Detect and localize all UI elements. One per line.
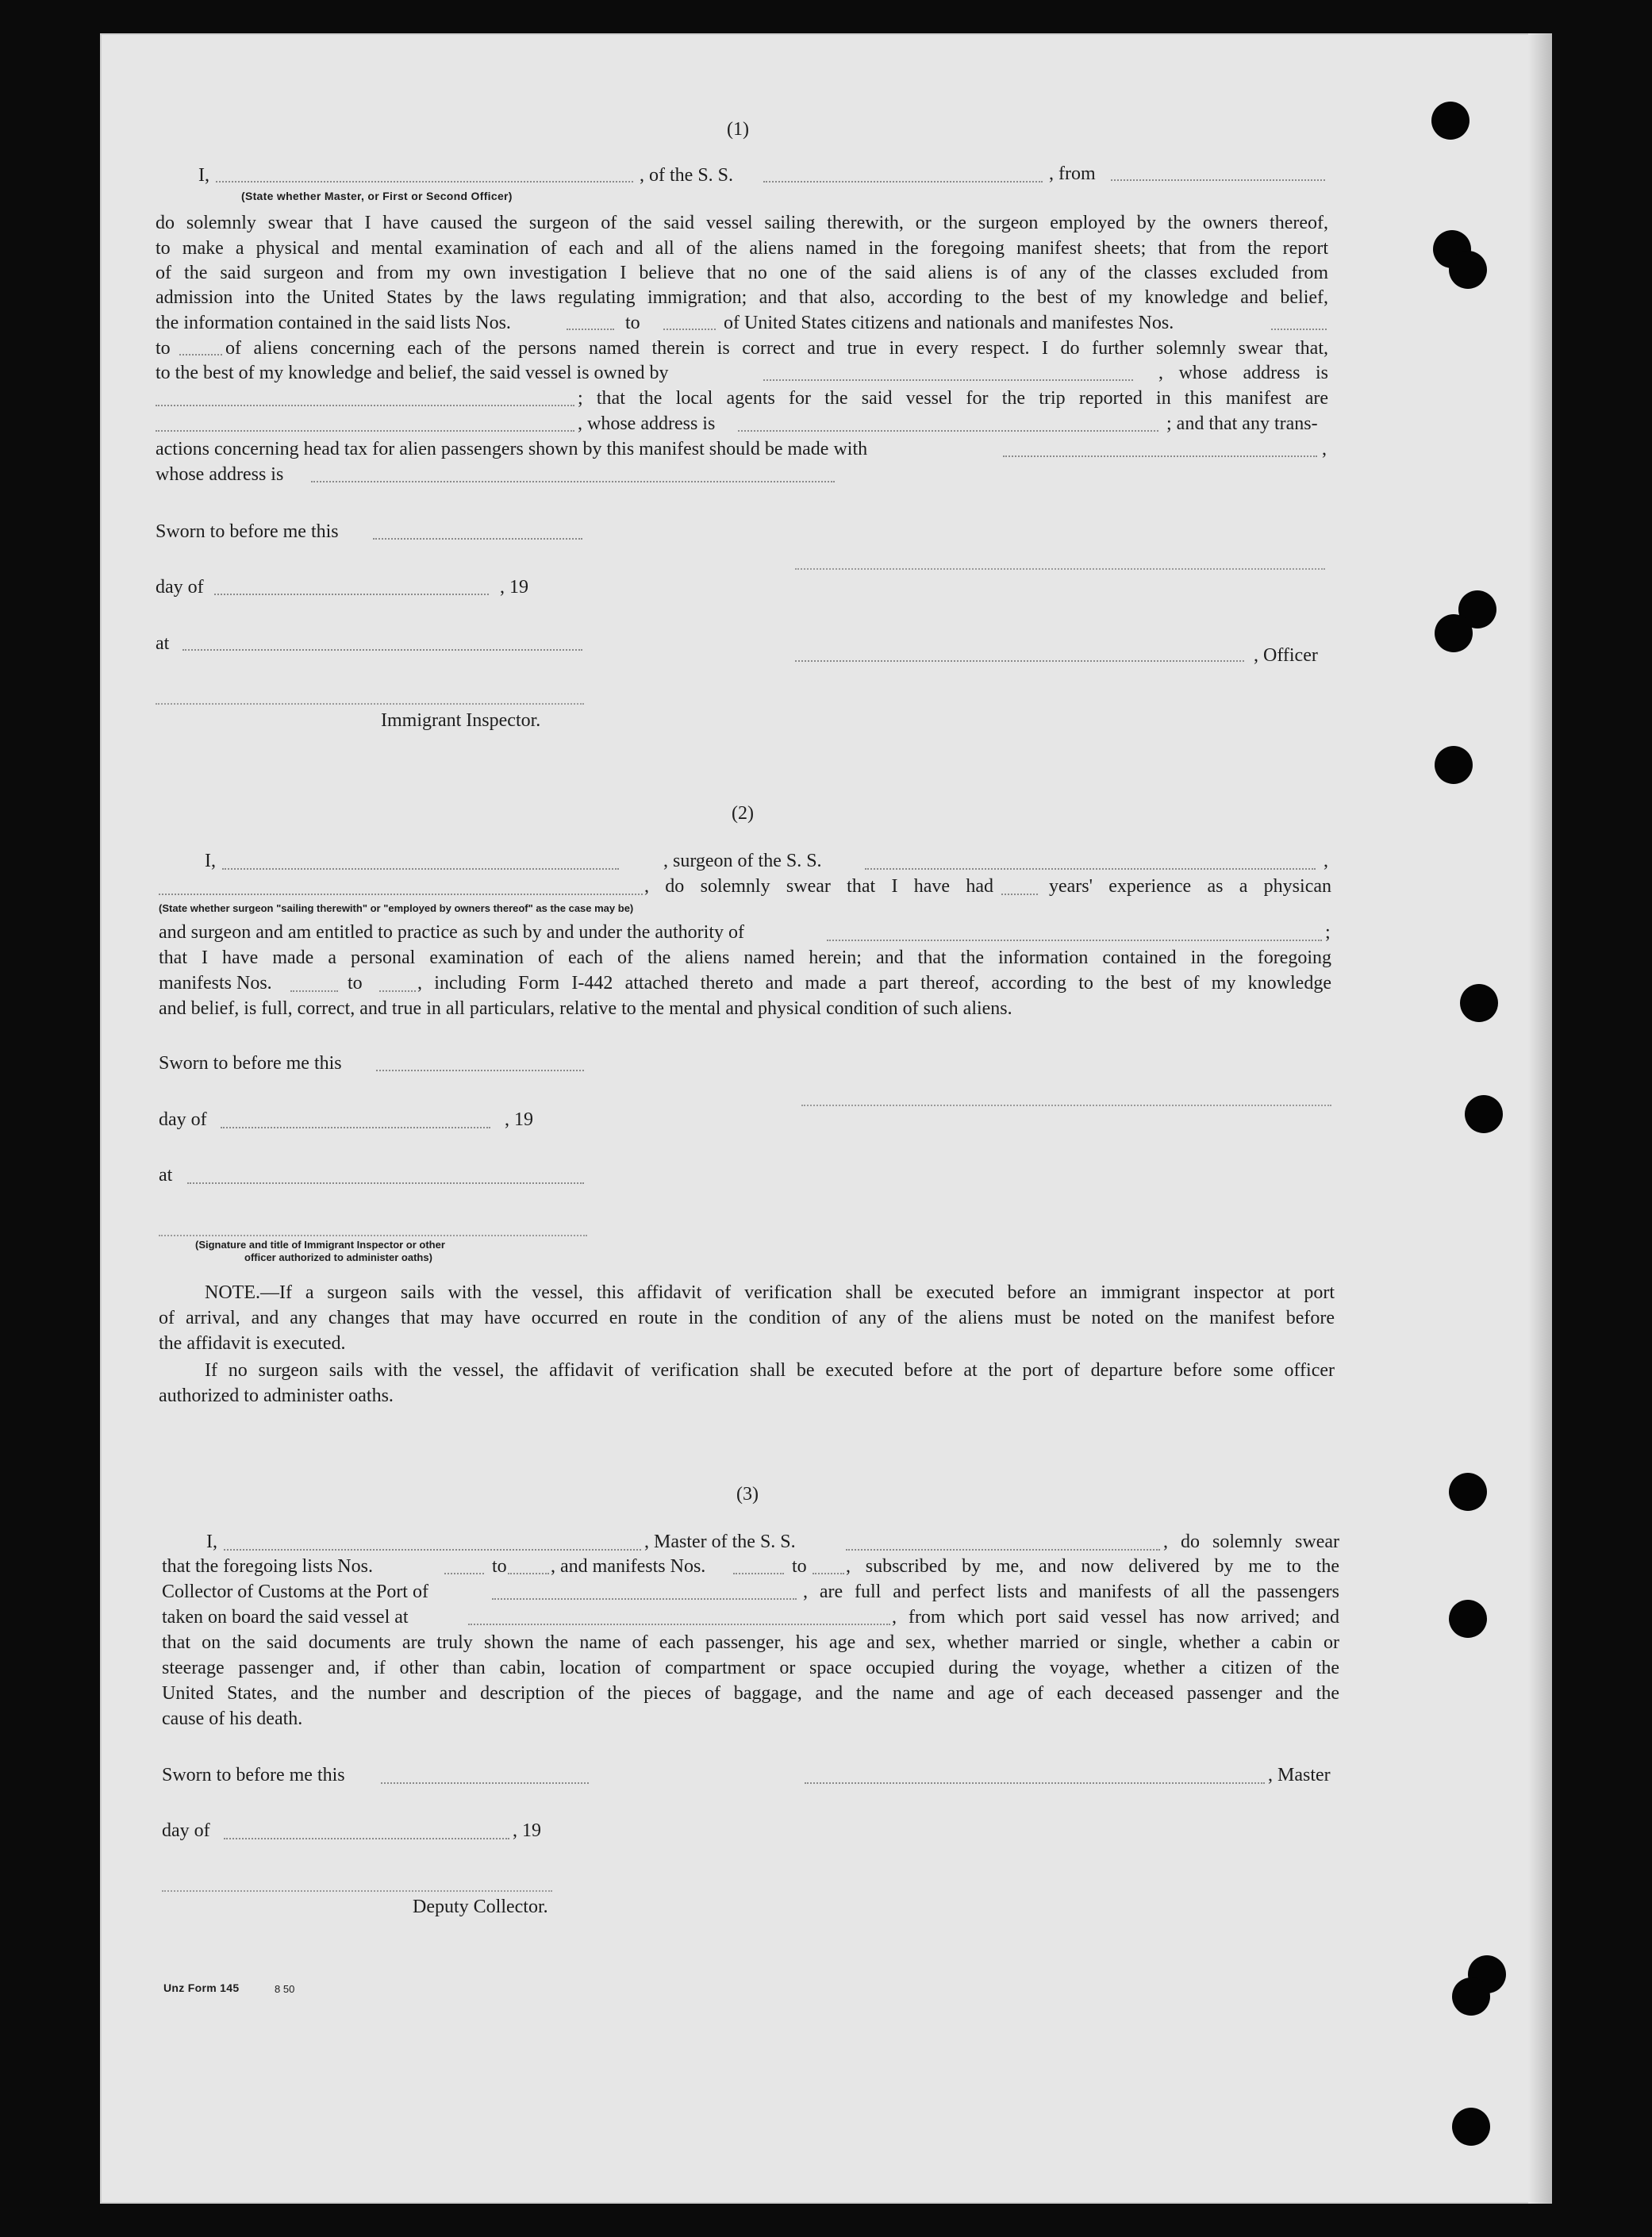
year-label: , 19 <box>500 577 528 598</box>
blank-line <box>468 1624 890 1625</box>
blank-line <box>827 940 1322 941</box>
note-line: authorized to administer oaths. <box>159 1386 394 1406</box>
text: to <box>625 313 640 333</box>
paragraph-line: steerage passenger and, if other than cabin, location of compartment or space occupied during the voyage, whether a citizen of the <box>162 1658 1339 1678</box>
blank-line <box>813 1573 844 1574</box>
text: the information contained in the said lists Nos. <box>156 313 511 333</box>
oath-prefix: I, <box>206 1532 217 1552</box>
punch-hole <box>1460 984 1498 1022</box>
oath-prefix: I, <box>205 851 216 871</box>
officer-note: (State whether Master, or First or Second Officer) <box>241 190 513 202</box>
text: , including Form I-442 attached thereto and made a part thereof, according to the best of my knowledge <box>417 973 1331 994</box>
blank-line <box>663 329 716 330</box>
signature-line <box>162 1890 552 1892</box>
text: , from which port said vessel has now arrived; and <box>892 1607 1339 1628</box>
signature-note: officer authorized to administer oaths) <box>244 1251 432 1263</box>
blank-line <box>224 1838 509 1839</box>
text: ; that the local agents for the said vessel for the trip reported in this manifest are <box>578 388 1328 409</box>
text: actions concerning head tax for alien passengers shown by this manifest should be made with <box>156 439 868 459</box>
blank-line <box>846 1549 1160 1551</box>
blank-line <box>763 379 1133 381</box>
text: to <box>348 973 363 994</box>
note-line: If no surgeon sails with the vessel, the affidavit of verification shall be executed before at the port of departure before some officer <box>205 1360 1335 1381</box>
officer-label: , Officer <box>1254 645 1318 666</box>
text: , of the S. S. <box>640 165 734 186</box>
blank-line <box>222 868 619 870</box>
paragraph-line: cause of his death. <box>162 1708 303 1729</box>
day-label: day of <box>156 577 204 598</box>
text: , do solemnly swear that I have had <box>644 876 993 897</box>
punch-hole <box>1452 1978 1490 2016</box>
blank-line <box>179 354 222 356</box>
collector-title: Deputy Collector. <box>413 1897 548 1917</box>
blank-line <box>444 1573 484 1574</box>
paragraph-line: that I have made a personal examination of each of the aliens named herein; and that the information contained in the foregoing <box>159 947 1331 968</box>
year-label: , 19 <box>505 1109 533 1130</box>
text: whose address is <box>156 464 284 485</box>
text: that the foregoing lists Nos. <box>162 1556 373 1577</box>
text: to the best of my knowledge and belief, the said vessel is owned by <box>156 363 669 383</box>
blank-line <box>381 1782 589 1784</box>
paragraph-line: admission into the United States by the laws regulating immigration; and that also, according to the best of my knowledge and belief, <box>156 287 1328 308</box>
sworn-label: Sworn to before me this <box>156 521 339 542</box>
page-edge <box>1528 33 1552 2204</box>
text: to <box>792 1556 807 1577</box>
text: ; and that any trans- <box>1166 413 1318 434</box>
master-label: , Master <box>1268 1765 1331 1785</box>
blank-line <box>763 181 1043 183</box>
text: taken on board the said vessel at <box>162 1607 409 1628</box>
text: , <box>1322 439 1327 459</box>
text: to <box>156 338 171 359</box>
sworn-label: Sworn to before me this <box>162 1765 345 1785</box>
blank-line <box>156 405 574 406</box>
paragraph-line: United States, and the number and description of the pieces of baggage, and the name and age of each deceased passenger and the <box>162 1683 1339 1704</box>
punch-hole <box>1449 1473 1487 1511</box>
text: of United States citizens and nationals and manifestes Nos. <box>724 313 1174 333</box>
note-line: NOTE.—If a surgeon sails with the vessel, this affidavit of verification shall be executed before an immigrant inspector at port <box>205 1282 1335 1303</box>
punch-hole <box>1465 1095 1503 1133</box>
blank-line <box>567 329 614 330</box>
blank-line <box>379 990 416 992</box>
text: , are full and perfect lists and manifests of all the passengers <box>803 1582 1339 1602</box>
at-label: at <box>159 1165 173 1186</box>
text: , whose address is <box>1158 363 1328 383</box>
blank-line <box>373 538 582 540</box>
blank-line <box>159 894 643 895</box>
signature-line <box>156 703 584 705</box>
oath-prefix: I, <box>198 165 209 186</box>
blank-line <box>214 594 489 595</box>
text: ; <box>1325 922 1331 943</box>
blank-line <box>1003 455 1317 457</box>
text: and surgeon and am entitled to practice as such by and under the authority of <box>159 922 744 943</box>
signature-note: (Signature and title of Immigrant Inspector or other <box>195 1239 445 1251</box>
text: of aliens concerning each of the persons named therein is correct and true in every respect. I do further solemnly swear that, <box>225 338 1328 359</box>
year-label: , 19 <box>513 1820 541 1841</box>
blank-line <box>311 481 835 482</box>
blank-line <box>216 181 633 183</box>
note-line: of arrival, and any changes that may have occurred en route in the condition of any of the aliens must be noted on the manifest before <box>159 1308 1335 1328</box>
text: years' experience as a physican <box>1049 876 1331 897</box>
text: Collector of Customs at the Port of <box>162 1582 428 1602</box>
paragraph-line: do solemnly swear that I have caused the surgeon of the said vessel sailing therewith, or the surgeon employed by the owners thereof, <box>156 213 1328 233</box>
signature-line <box>801 1105 1331 1106</box>
blank-line <box>738 430 1158 432</box>
blank-line <box>224 1549 641 1551</box>
blank-line <box>865 868 1316 870</box>
punch-hole <box>1431 102 1470 140</box>
text: , do solemnly swear <box>1163 1532 1339 1552</box>
text: to <box>492 1556 507 1577</box>
blank-line <box>156 430 574 432</box>
note-line: the affidavit is executed. <box>159 1333 346 1354</box>
inspector-title: Immigrant Inspector. <box>381 710 541 731</box>
text: and belief, is full, correct, and true in all particulars, relative to the mental and physical condition of such aliens. <box>159 998 1012 1019</box>
punch-hole <box>1435 614 1473 652</box>
paragraph-line: that on the said documents are truly shown the name of each passenger, his age and sex, whether married or single, whether a cabin or <box>162 1632 1339 1653</box>
blank-line <box>492 1598 797 1600</box>
paragraph-line: of the said surgeon and from my own investigation I believe that no one of the said aliens is of any of the classes excluded from <box>156 263 1328 283</box>
section-number: (3) <box>736 1484 759 1505</box>
day-label: day of <box>159 1109 207 1130</box>
form-number: Unz Form 145 <box>163 1981 240 1994</box>
form-code: 8 50 <box>275 1983 295 1995</box>
text: , <box>1324 851 1328 871</box>
text: , whose address is <box>578 413 716 434</box>
signature-line <box>805 1782 1265 1784</box>
text: , and manifests Nos. <box>551 1556 706 1577</box>
blank-line <box>1001 894 1038 895</box>
text: , subscribed by me, and now delivered by me to the <box>846 1556 1339 1577</box>
day-label: day of <box>162 1820 210 1841</box>
blank-line <box>1271 329 1327 330</box>
blank-line <box>733 1573 784 1574</box>
text: , from <box>1049 163 1096 184</box>
blank-line <box>221 1127 490 1128</box>
blank-line <box>376 1070 584 1071</box>
signature-line <box>159 1235 587 1236</box>
section-number: (2) <box>732 803 754 824</box>
blank-line <box>187 1182 584 1184</box>
punch-hole <box>1449 251 1487 289</box>
signature-line <box>795 568 1325 570</box>
blank-line <box>508 1573 549 1574</box>
blank-line <box>182 649 582 651</box>
punch-hole <box>1435 746 1473 784</box>
punch-hole <box>1449 1600 1487 1638</box>
sworn-label: Sworn to before me this <box>159 1053 342 1074</box>
signature-line <box>795 660 1244 662</box>
at-label: at <box>156 633 170 654</box>
blank-line <box>290 990 338 992</box>
paragraph-line: to make a physical and mental examination of each and all of the aliens named in the foregoing manifest sheets; that from the report <box>156 238 1328 259</box>
punch-hole <box>1452 2108 1490 2146</box>
text: , Master of the S. S. <box>644 1532 796 1552</box>
text: manifests Nos. <box>159 973 272 994</box>
section-number: (1) <box>727 119 749 140</box>
text: , surgeon of the S. S. <box>663 851 822 871</box>
blank-line <box>1111 179 1325 181</box>
surgeon-note: (State whether surgeon "sailing therewith" or "employed by owners thereof" as the case may be) <box>159 902 634 914</box>
